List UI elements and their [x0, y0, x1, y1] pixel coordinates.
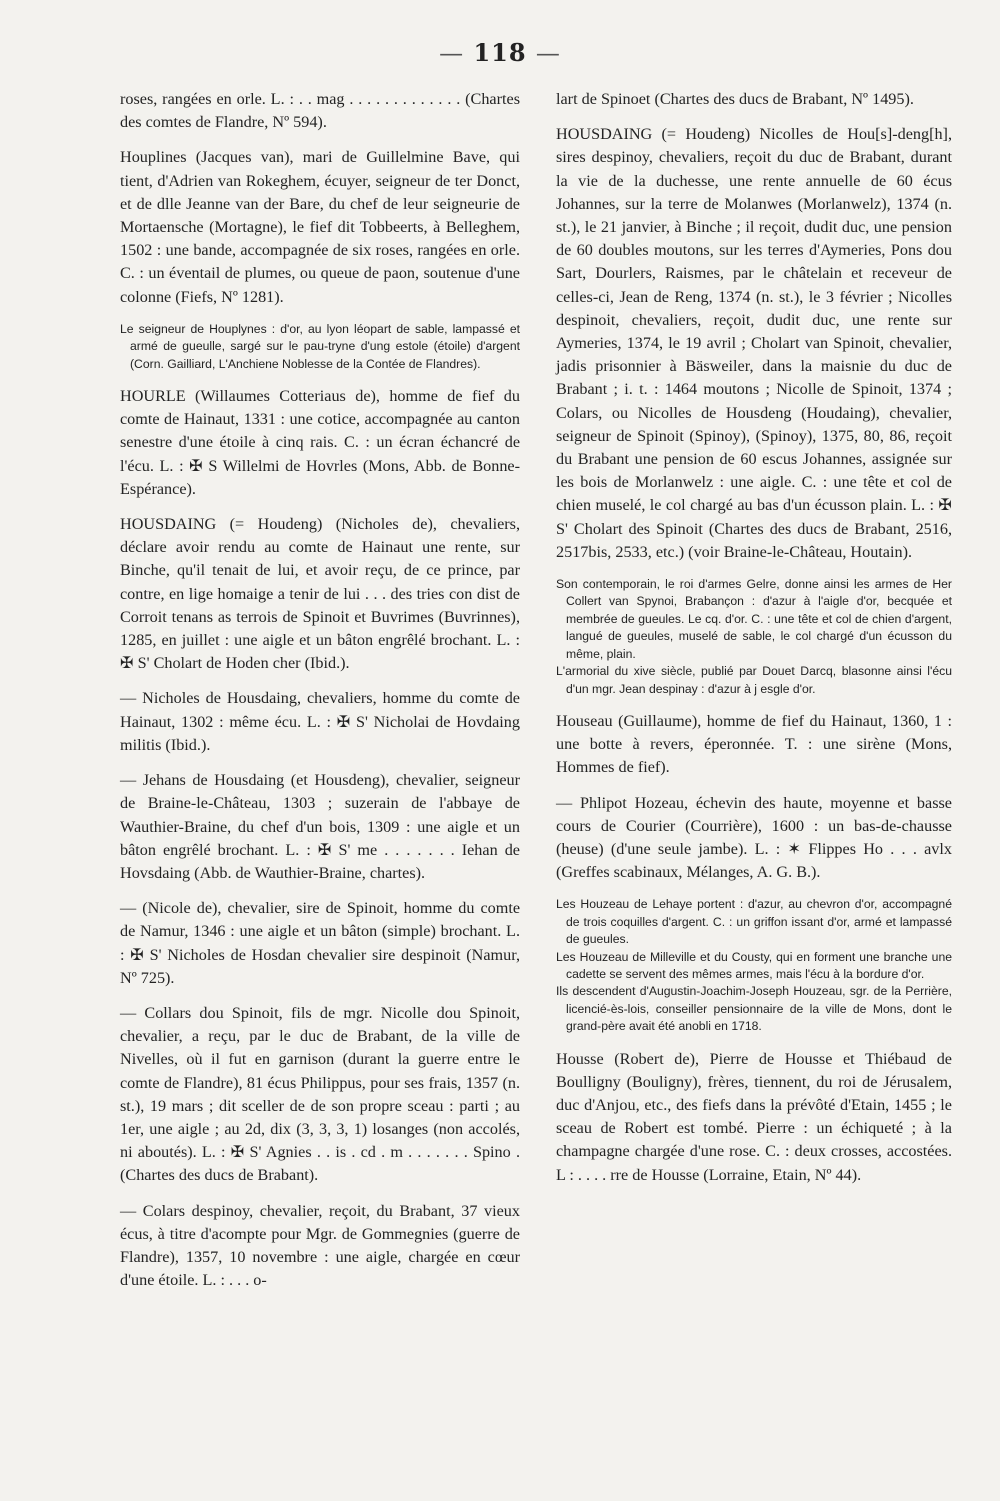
note-douet-darcq-text: L'armorial du xive siècle, publié par Douet Darcq, blasonne ainsi l'écu d'un mgr. Jean despinay : d'azur à j esgle d'or. — [556, 664, 952, 696]
entry-colars-despinoy: — Colars despinoy, chevalier, reçoit, du Brabant, 37 vieux écus, à titre d'acompte pour Mgr. de Gommegnies (guerre de Flandre), 1357, 10 novembre : une aigle, chargée en cœur d'une étoile. L. : . . . o- — [120, 1201, 520, 1290]
right-column — [556, 88, 952, 1199]
entry-hourle: HOURLE (Willaumes Cotteriaus de), homme de fief du comte de Hainaut, 1331 : une cotice, accompagnée au canton senestre d'une étoile à cinq rais. C. : un écran échancré de l'écu. L. : ✠ S Willelmi de Hovrles (Mons, Abb. de Bonne-Espérance). — [120, 387, 520, 498]
entry-roses-continuation: roses, rangées en orle. L. : . . mag . . . . . . . . . . . . . (Chartes des comtes de Flandre, Nº 594). — [120, 90, 520, 132]
page-number: 118 — [473, 38, 527, 67]
note-gelre-armorial — [556, 576, 952, 698]
left-column — [120, 88, 520, 1304]
entry-housse: Housse (Robert de), Pierre de Housse et Thiébaud de Boulligny (Bouligny), frères, tiennent, du roi de Jérusalem, duc d'Anjou, etc., des fiefs dans la prévôté d'Etain, 1455 ; le sceau de Robert est tombé. Pierre : un échiqueté ; à la champagne chargée d'une rose. C. : deux crosses, accostées. L : . . . . rre de Housse (Lorraine, Etain, Nº 44). — [556, 1049, 952, 1184]
note-houplynes-text: Le seigneur de Houplynes : d'or, au lyon léopart de sable, lampassé et armé de gueulle, sargé sur le pau-tryne d'ung estole (étoile) d'argent (Corn. Gailliard, L'Anchiene Noblesse de la Contée de Flandres). — [120, 321, 520, 371]
entry-houplines: Houplines (Jacques van), mari de Guillelmine Bave, qui tient, d'Adrien van Rokeghem, écuyer, seigneur de ter Donct, et de dlle Jeanne van der Bare, du chef de leur seigneurie de Mortaensche (Mortagne), le fief dit Tobbeerts, à Belleghem, 1502 : une bande, accompagnée de six roses, rangées en orle. C. : un éventail de plumes, ou queue de paon, soutenue d'une colonne (Fiefs, Nº 1281). — [120, 148, 520, 306]
entry-jehans-de-housdaing: — Jehans de Housdaing (et Housdeng), chevalier, seigneur de Braine-le-Château, 1303 ; suzerain de l'abbaye de Wauthier-Braine, du chef d'un bois, 1309 : une aigle et un bâton engrêlé brochant. L. : ✠ S' me . . . . . . . Iehan de Hovsdaing (Abb. de Wauthier-Braine, chartes). — [120, 771, 520, 882]
note-houzeau — [556, 896, 952, 1035]
entry-housdaing-nicolles: HOUSDAING (= Houdeng) Nicolles de Hou[s]-deng[h], sires despinoy, chevaliers, reçoit du duc de Brabant, durant la vie de la duchesse, une rente annuelle de 60 écus Johannes, sur la terre de Molanwes (Morlanwelz), 1374 (n. st.), le 21 janvier, à Binche ; il reçoit, dudit duc, une pension de 60 doubles moutons, sur les terres d'Aymeries, Pons dou Sart, Dourlers, Raismes, par le châtelain et receveur de celles-ci, Jean de Reng, 1374 (n. st.), le 3 février ; Nicolles despinoit, chevaliers, reçoit, dudit duc, une rente sur Aymeries, 1374, le 19 avril ; Cholart van Spinoit, chevalier, jadis prisonnier à Bäsweiler, dans la maisnie du duc de Brabant ; i. t. : 1464 moutons ; Nicolle de Spinoit, 1374 ; Colars, ou Nicolles de Housdeng (Houdaing), chevalier, seigneur de Spinoit (Spinoy), (Spinoy), 1375, 80, 86, reçoit du Brabant une pension de 60 escus Johannes, assignée sur les bois de Morlanwelz : une aigle. C. : une tête et col de chien muselé, le col chargé au bas d'un écusson plain. L. : ✠ S' Cholart des Spinoit (Chartes des ducs de Brabant, 2516, 2517bis, 2533, etc.) (voir Braine-le-Château, Houtain). — [556, 125, 952, 561]
entry-housdaing-nicholes: HOUSDAING (= Houdeng) (Nicholes de), chevaliers, déclare avoir rendu au comte de Hainaut une rente, sur Binche, qu'il tenait de lui, et avoir reçu, de ce prince, par contre, en lige homaige a tenir de lui . . . des tries con dist de Corroit tenans as terrois de Spinoit et Buvrimes (Buvrinnes), 1285, en juillet : une aigle et un bâton engrêlé brochant. L. : ✠ S' Cholart de Hoden cher (Ibid.). — [120, 515, 520, 673]
entry-spinoet-continuation: lart de Spinoet (Chartes des ducs de Brabant, Nº 1495). — [556, 90, 914, 108]
entry-nicole-de-spinoit: — (Nicole de), chevalier, sire de Spinoit, homme du comte de Namur, 1346 : une aigle et un bâton (simple) brochant. L. : ✠ S' Nicholes de Hosdan chevalier sire despinoit (Namur, Nº 725). — [120, 899, 520, 987]
note-houzeau-descent: Ils descendent d'Augustin-Joachim-Joseph Houzeau, sgr. de la Perrière, licencié-ès-lois, conseiller pensionnaire de la ville de Mons, dont le grand-père avait été anobli en 1718. — [556, 984, 952, 1034]
note-houplynes — [120, 321, 520, 373]
entry-houseau: Houseau (Guillaume), homme de fief du Hainaut, 1360, 1 : une botte à revers, éperonnée. T. : une sirène (Mons, Hommes de fief). — [556, 711, 952, 777]
note-houzeau-lehaye: Les Houzeau de Lehaye portent : d'azur, au chevron d'or, accompagné de trois coquilles d'argent. C. : un griffon issant d'or, armé et lampassé de gueules. — [556, 897, 952, 947]
page-number-header — [0, 38, 1000, 67]
entry-nicholes-de-housdaing: — Nicholes de Housdaing, chevaliers, homme du comte de Hainaut, 1302 : même écu. L. : ✠ S' Nicholai de Hovdaing militis (Ibid.). — [120, 689, 520, 754]
header-dash-right: — — [535, 39, 561, 67]
header-dash-left: — — [439, 39, 465, 67]
entry-phlipot-hozeau: — Phlipot Hozeau, échevin des haute, moyenne et basse cours de Courier (Courrière), 1600 : un bas-de-chausse (heuse) (d'une seule jambe). L. : ✶ Flippes Ho . . . avlx (Greffes scabinaux, Mélanges, A. G. B.). — [556, 793, 952, 882]
note-houzeau-milleville: Les Houzeau de Milleville et du Cousty, qui en forment une branche une cadette se servent des mêmes armes, mais l'écu à la bordure d'or. — [556, 949, 952, 981]
note-gelre-text: Son contemporain, le roi d'armes Gelre, donne ainsi les armes de Her Collert van Spynoi, Brabançon : d'azur à l'aigle d'or, becquée et membrée de gueules. Le cq. d'or. C. : une tête et col de chien d'argent, langué de gueules, muselé de sable, le col chargé d'un écusson du même, plain. — [556, 577, 952, 661]
entry-collars-dou-spinoit: — Collars dou Spinoit, fils de mgr. Nicolle dou Spinoit, chevalier, a reçu, par le duc de Brabant, de la ville de Nivelles, où il fut en garnison (durant la guerre entre le comte de Flandre), 81 écus Philippus, pour ses frais, 1357 (n. st.), 19 mars ; dit sceller de de son propre sceau : parti ; au 1er, une aigle ; au 2d, dix (3, 3, 3, 1) losanges (non accolés, ni aboutés). L. : ✠ S' Agnies . . is . cd . m . . . . . . . Spino . (Chartes des ducs de Brabant). — [120, 1003, 520, 1185]
